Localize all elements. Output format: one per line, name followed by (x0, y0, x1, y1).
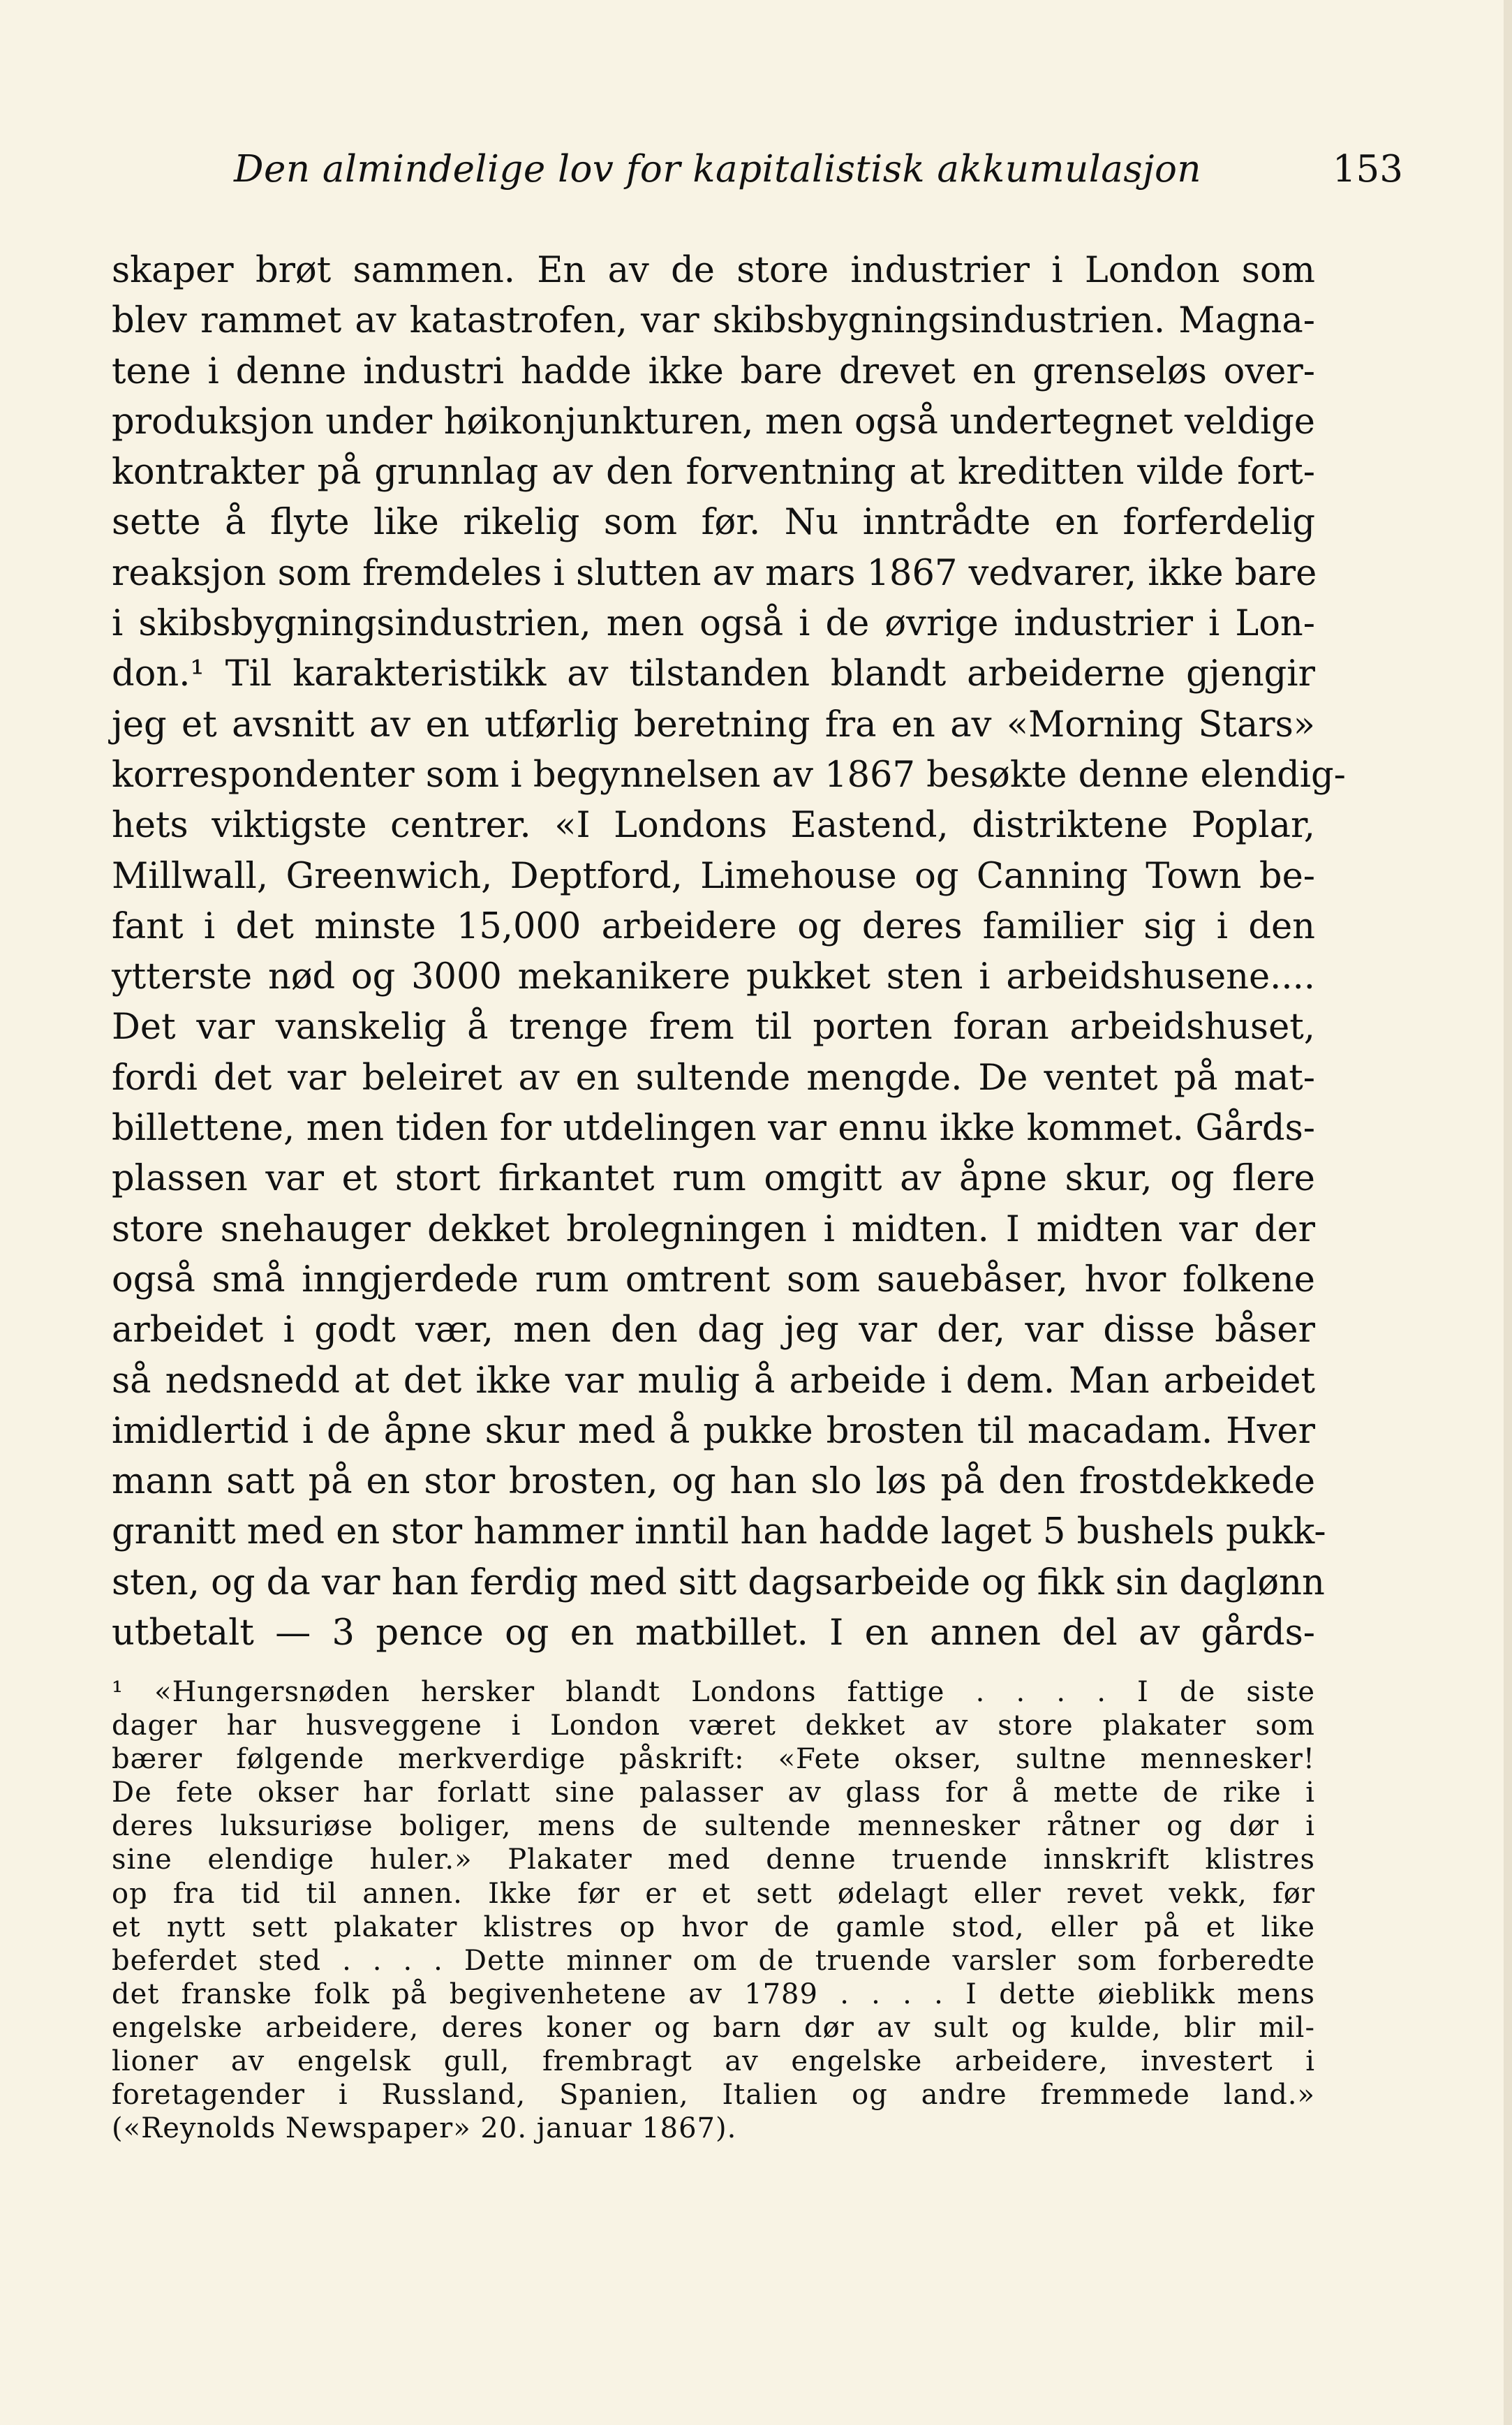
text-line: også små inngjerdede rum omtrent som sauebåser, hvor folkene (112, 1259, 1315, 1300)
text-line: billettene, men tiden for utdelingen var ennu ikke kommet. Gårds- (112, 1108, 1315, 1150)
text-line: sten, og da var han ferdig med sitt dagsarbeide og fikk sin daglønn (112, 1562, 1325, 1603)
text-line: produksjon under høikonjunkturen, men også undertegnet veldige (112, 401, 1315, 443)
footnote-line: det franske folk på begivenhetene av 1789 . . . . I dette øieblikk mens (112, 1978, 1315, 2010)
footnote-line: deres luksuriøse boliger, mens de sultende mennesker råtner og dør i (112, 1810, 1315, 1843)
main-text (112, 246, 1346, 1659)
text-line: reaksjon som fremdeles i slutten av mars 1867 vedvarer, ikke bare (112, 552, 1317, 594)
footnote-line: («Reynolds Newspaper» 20. januar 1867). (112, 2112, 737, 2145)
text-line: fant i det minste 15,000 arbeidere og deres familier sig i den (112, 905, 1315, 947)
text-line: Millwall, Greenwich, Deptford, Limehouse og Canning Town be- (112, 855, 1315, 897)
text-line: arbeidet i godt vær, men den dag jeg var der, var disse båser (112, 1310, 1315, 1351)
text-line: fordi det var beleiret av en sultende mengde. De ventet på mat- (112, 1057, 1315, 1099)
text-line: jeg et avsnitt av en utførlig beretning fra en av «Morning Stars» (112, 704, 1315, 746)
footnote-line: foretagender i Russland, Spanien, Italien og andre fremmede land.» (112, 2079, 1315, 2112)
footnote-line: et nytt sett plakater klistres op hvor de gamle stod, eller på et like (112, 1911, 1315, 1943)
footnotes (112, 1675, 1315, 2145)
text-line: hets viktigste centrer. «I Londons Eastend, distriktene Poplar, (112, 805, 1315, 847)
text-line: så nedsnedd at det ikke var mulig å arbeide i dem. Man arbeidet (112, 1360, 1315, 1402)
footnote-line: sine elendige huler.» Plakater med denne truende innskrift klistres (112, 1844, 1315, 1876)
text-line: mann satt på en stor brosten, og han slo løs på den frostdekkede (112, 1461, 1315, 1503)
text-line: sette å flyte like rikelig som før. Nu inntrådte en forferdelig (112, 502, 1315, 544)
text-line: store snehauger dekket brolegningen i midten. I midten var der (112, 1208, 1315, 1250)
page-number: 153 (1332, 148, 1403, 191)
running-title: Den almindelige lov for kapitalistisk akkumulasjon (234, 148, 1201, 191)
text-line: Det var vanskelig å trenge frem til porten foran arbeidshuset, (112, 1007, 1315, 1048)
page-header (112, 148, 1403, 204)
text-line: don.¹ Til karakteristikk av tilstanden blandt arbeiderne gjengir (112, 653, 1315, 695)
text-line: plassen var et stort firkantet rum omgitt av åpne skur, og flere (112, 1158, 1315, 1200)
footnote-line: ¹ «Hungersnøden hersker blandt Londons fattige . . . . I de siste (112, 1676, 1315, 1708)
page-edge (1504, 0, 1512, 2425)
footnote-line: op fra tid til annen. Ikke før er et sett ødelagt eller revet vekk, før (112, 1877, 1315, 1910)
footnote-line: dager har husveggene i London været dekket av store plakater som (112, 1710, 1315, 1742)
text-line: granitt med en stor hammer inntil han hadde laget 5 bushels pukk- (112, 1511, 1326, 1553)
text-line: ytterste nød og 3000 mekanikere pukket sten i arbeidshusene.... (112, 956, 1315, 998)
text-line: blev rammet av katastrofen, var skibsbygningsindustrien. Magna- (112, 300, 1315, 342)
text-line: utbetalt — 3 pence og en matbillet. I en annen del av gårds- (112, 1612, 1315, 1654)
text-line: tene i denne industri hadde ikke bare drevet en grenseløs over- (112, 350, 1315, 392)
text-line: imidlertid i de åpne skur med å pukke brosten til macadam. Hver (112, 1410, 1315, 1452)
text-line: i skibsbygningsindustrien, men også i de øvrige industrier i Lon- (112, 603, 1315, 645)
text-line: skaper brøt sammen. En av de store industrier i London som (112, 250, 1315, 291)
text-line: korrespondenter som i begynnelsen av 1867 besøkte denne elendig- (112, 754, 1346, 796)
footnote-line: beferdet sted . . . . Dette minner om de truende varsler som forberedte (112, 1944, 1315, 1977)
footnote-line: engelske arbeidere, deres koner og barn dør av sult og kulde, blir mil- (112, 2011, 1315, 2044)
footnote-line: bærer følgende merkverdige påskrift: «Fete okser, sultne mennesker! (112, 1743, 1315, 1776)
text-line: kontrakter på grunnlag av den forventning at kreditten vilde fort- (112, 452, 1315, 494)
footnote-line: lioner av engelsk gull, frembragt av engelske arbeidere, investert i (112, 2045, 1315, 2078)
footnote-line: De fete okser har forlatt sine palasser av glass for å mette de rike i (112, 1777, 1315, 1809)
